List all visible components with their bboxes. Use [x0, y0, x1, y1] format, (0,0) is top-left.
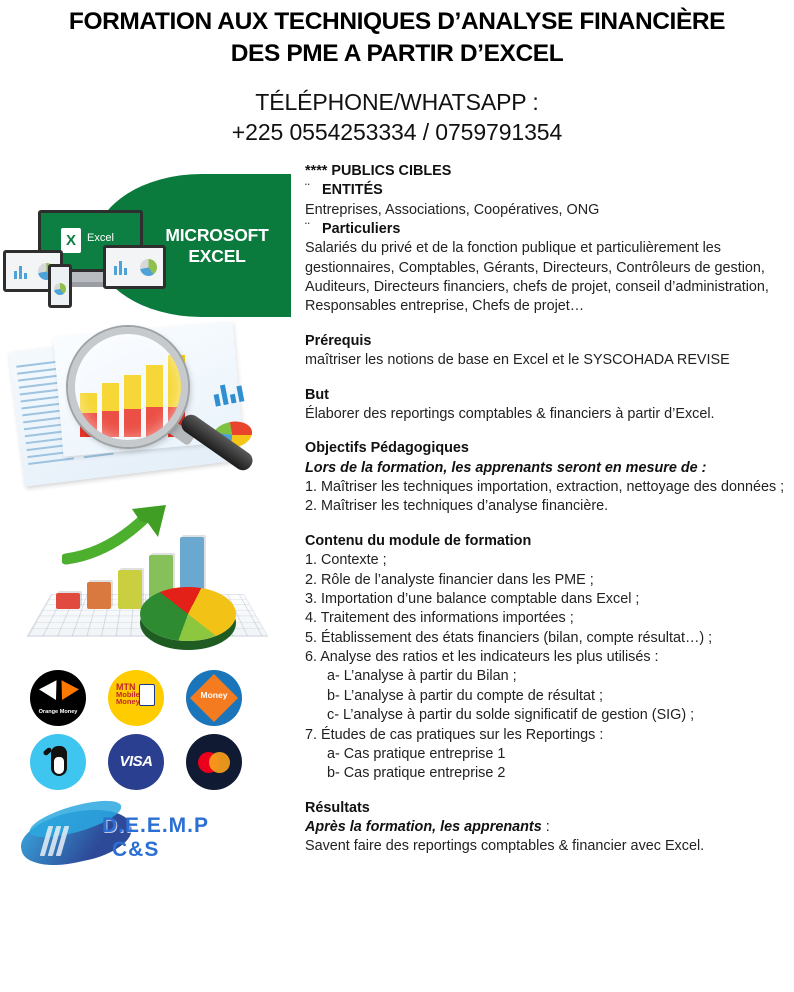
objectifs-heading: Objectifs Pédagogiques — [305, 440, 469, 457]
publics-cibles-heading: **** PUBLICS CIBLES — [305, 162, 452, 179]
entites-row — [305, 181, 788, 200]
contenu-item-3: 3. Importation d’une balance comptable dans Excel ; — [305, 590, 640, 607]
page-header — [0, 0, 794, 148]
excel-x-glyph: X — [61, 228, 81, 253]
phone-numbers: +225 0554253334 / 0759791354 — [231, 119, 563, 146]
spacer-3 — [305, 424, 788, 439]
mtn-mobile-money-icon[interactable] — [108, 670, 164, 726]
visa-icon[interactable] — [108, 734, 164, 790]
magnifier-lens — [68, 327, 188, 447]
mtn-card-glyph — [139, 684, 155, 706]
visa-wordmark: VISA — [119, 753, 153, 771]
excel-wordmark: MICROSOFT EXCEL — [165, 224, 269, 266]
moov-money-icon[interactable] — [186, 670, 242, 726]
wave-money-icon[interactable] — [30, 734, 86, 790]
paper-blue-bars — [212, 381, 244, 406]
mtn-sub1: Mobile — [116, 689, 140, 699]
contenu-item-7: 7. Études de cas pratiques sur les Reportings : — [305, 726, 604, 743]
mtn-brand: MTN — [116, 681, 136, 692]
resultats-subheading-row — [305, 818, 788, 837]
3d-pie-chart — [140, 587, 236, 641]
tablet-bars-icon — [14, 263, 27, 279]
prerequis-text: maîtriser les notions de base en Excel et le SYSCOHADA REVISE — [305, 352, 730, 369]
magnifier-chart-image — [0, 317, 291, 495]
block-red — [56, 593, 80, 609]
page-title-line-1: FORMATION AUX TECHNIQUES D’ANALYSE FINANCIÈRE — [68, 8, 726, 35]
logo-text-bottom: C&S — [112, 837, 160, 861]
mastercard-circle-orange — [209, 752, 230, 773]
contenu-item-4: 4. Traitement des informations importées ; — [305, 610, 574, 627]
but-heading: But — [305, 386, 329, 403]
phone-label: TÉLÉPHONE/WHATSAPP : — [255, 88, 539, 115]
contenu-item-7b: b- Cas pratique entreprise 2 — [327, 765, 506, 782]
growth-chart-image — [0, 495, 291, 670]
deemp-cs-logo — [0, 798, 291, 872]
moov-label: Money — [200, 689, 228, 700]
tablet-device-icon-2 — [103, 245, 166, 289]
particuliers-title: Particuliers — [322, 220, 401, 237]
resultats-text: Savent faire des reportings comptables & financier avec Excel. — [305, 838, 705, 855]
spacer-4 — [305, 517, 788, 532]
prerequis-heading: Prérequis — [305, 332, 372, 349]
excel-app-label: Excel — [87, 231, 114, 244]
objectifs-item-2: 2. Maîtriser les techniques d’analyse financière. — [305, 498, 609, 515]
particuliers-row — [305, 220, 788, 239]
tablet2-bars-icon — [114, 259, 127, 275]
spacer-5 — [305, 784, 788, 799]
orange-money-icon[interactable] — [30, 670, 86, 726]
mtn-sub2: Money — [116, 696, 140, 706]
page-title-line-2: DES PME A PARTIR D’EXCEL — [230, 39, 564, 67]
contenu-item-6b: b- L’analyse à partir du compte de résultat ; — [327, 687, 603, 704]
contenu-item-7a: a- Cas pratique entreprise 1 — [327, 745, 506, 762]
contenu-item-6: 6. Analyse des ratios et les indicateurs les plus utilisés : — [305, 649, 659, 666]
microsoft-excel-banner-image — [0, 162, 291, 317]
tablet2-pie-chart-icon — [140, 259, 157, 276]
contenu-item-6c: c- L’analyse à partir du solde significatif de gestion (SIG) ; — [327, 707, 695, 724]
contact-block — [14, 87, 780, 148]
orange-money-label: Orange Money — [38, 708, 78, 715]
phone-pie-chart-icon — [54, 283, 66, 295]
diaeresis-bullet-icon-2: ¨ — [305, 220, 310, 237]
diaeresis-bullet-icon: ¨ — [305, 182, 310, 199]
contenu-heading: Contenu du module de formation — [305, 532, 532, 549]
payment-methods-group — [0, 670, 291, 790]
course-description-column — [305, 162, 794, 857]
resultats-heading: Résultats — [305, 799, 370, 816]
contenu-item-6a: a- L’analyse à partir du Bilan ; — [327, 668, 517, 685]
spacer-1 — [305, 317, 788, 332]
entites-title: ENTITÉS — [322, 182, 383, 199]
mastercard-icon[interactable] — [186, 734, 242, 790]
resultats-subheading: Après la formation, les apprenants — [305, 819, 542, 836]
spacer-2 — [305, 371, 788, 386]
mtn-label — [116, 681, 140, 706]
objectifs-item-1: 1. Maîtriser les techniques importation, extraction, nettoyage des données ; — [305, 479, 785, 496]
payment-row-1 — [30, 670, 291, 726]
logo-text-top: D.E.E.M.P — [102, 813, 210, 837]
resultats-subheading-suffix: : — [541, 819, 550, 836]
smartphone-device-icon — [48, 264, 72, 308]
contenu-item-1: 1. Contexte ; — [305, 552, 387, 569]
block-orange — [87, 582, 111, 609]
contenu-item-5: 5. Établissement des états financiers (bilan, compte résultat…) ; — [305, 629, 713, 646]
block-yellow — [118, 570, 142, 609]
contenu-item-2: 2. Rôle de l’analyste financier dans les PME ; — [305, 571, 594, 588]
particuliers-text: Salariés du privé et de la fonction publique et particulièrement les gestionnaires, Comptables, Gérants, Directeurs, Contrôleurs de gestion, Auditeurs, Directeurs financiers, chefs de projet, conseil d’administration, Responsables entreprise, Chefs de projet… — [305, 240, 769, 315]
payment-row-2 — [30, 734, 291, 790]
wave-penguin-body — [51, 746, 67, 776]
objectifs-subheading: Lors de la formation, les apprenants seront en mesure de : — [305, 459, 707, 476]
entites-text: Entreprises, Associations, Coopératives, ONG — [305, 201, 600, 218]
media-column — [0, 162, 300, 872]
but-text: Élaborer des reportings comptables & financiers à partir d’Excel. — [305, 405, 715, 422]
